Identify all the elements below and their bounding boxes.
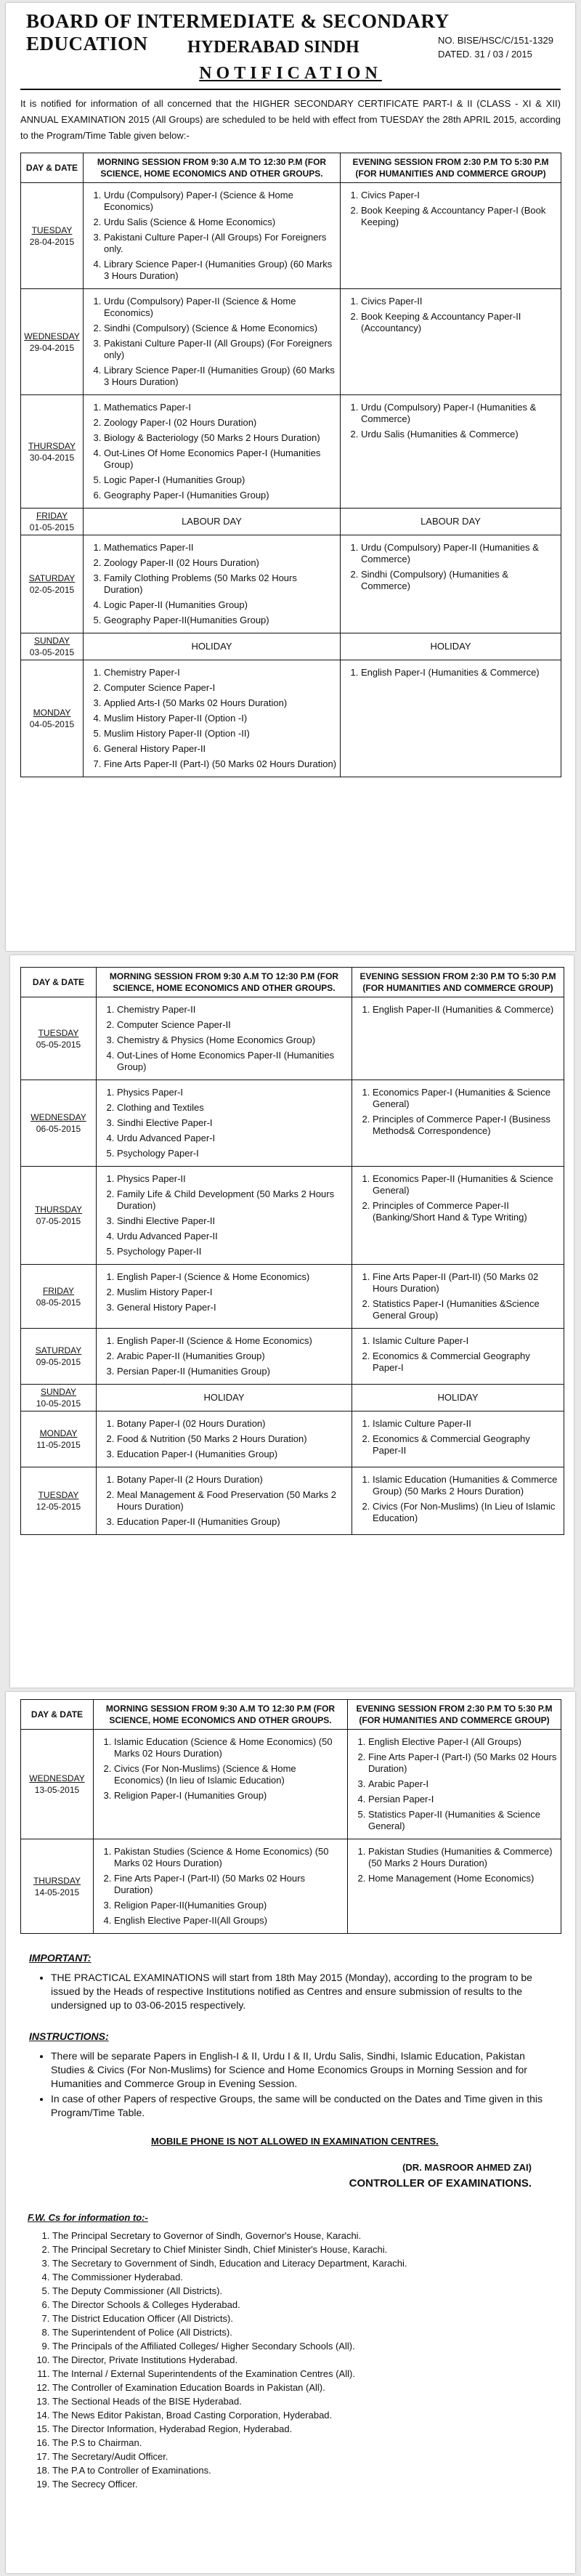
paper-entry: 2. Principles of Commerce Paper-I (Business Methods& Correspondence) — [373, 1114, 561, 1137]
morning-paper-list — [101, 1004, 349, 1073]
exam-date: 12-05-2015 — [36, 1502, 81, 1512]
instruction-item: • In case of other Papers of respective Groups, the same will be conducted on the Dates and Time given in this Program/Time Table. — [51, 2092, 552, 2120]
paper-entry: 1. Islamic Culture Paper-I — [373, 1335, 561, 1347]
paper-entry: 3. Pakistani Culture Paper-II (All Groups) (For Foreigners only) — [104, 338, 337, 361]
paper-entry: 4. Logic Paper-II (Humanities Group) — [104, 599, 337, 611]
evening-paper-list — [357, 1271, 561, 1321]
col-header-evening: EVENING SESSION FROM 2:30 P.M TO 5:30 P.M (FOR HUMANITIES AND COMMERCE GROUP) — [341, 153, 561, 183]
paper-entry: 2. Muslim History Paper-I — [117, 1287, 349, 1298]
important-section — [29, 1951, 552, 2012]
page-1 — [6, 3, 575, 951]
paper-entry: 3. Persian Paper-II (Humanities Group) — [117, 1366, 349, 1377]
schedule-row — [21, 1839, 561, 1934]
schedule-row — [21, 183, 561, 289]
morning-session-cell — [84, 395, 341, 509]
paper-entry: 4. Library Science Paper-II (Humanities Group) (60 Marks 3 Hours Duration) — [104, 365, 337, 388]
day-name: THURSDAY — [34, 1204, 83, 1215]
exam-date: 14-05-2015 — [34, 1887, 80, 1897]
paper-entry: 1. English Paper-I (Humanities & Commerce) — [361, 667, 558, 679]
paper-entry: 5. Logic Paper-I (Humanities Group) — [104, 474, 337, 486]
day-date-cell — [21, 1265, 97, 1329]
paper-entry: 1. Mathematics Paper-II — [104, 542, 337, 554]
copy-recipient: 14. The News Editor Pakistan, Broad Casting Corporation, Hyderabad. — [52, 2408, 553, 2422]
day-name: WEDNESDAY — [31, 1112, 86, 1122]
paper-entry: 3. Education Paper-II (Humanities Group) — [117, 1516, 349, 1528]
evening-paper-list — [345, 402, 558, 440]
paper-entry: 3. Biology & Bacteriology (50 Marks 2 Hours Duration) — [104, 432, 337, 444]
paper-entry: 2. Urdu Salis (Science & Home Economics) — [104, 216, 337, 228]
paper-entry: 2. Economics & Commercial Geography Paper-I — [373, 1350, 561, 1374]
copy-recipient: 6. The Director Schools & Colleges Hyderabad. — [52, 2298, 553, 2312]
morning-session-cell — [94, 1839, 348, 1934]
paper-entry: 3. Sindhi Elective Paper-I — [117, 1117, 349, 1129]
copy-recipient: 18. The P.A to Controller of Examinations. — [52, 2463, 553, 2477]
day-date-cell — [21, 660, 84, 777]
notice-date: DATED. 31 / 03 / 2015 — [438, 49, 532, 60]
signatory-name: (DR. MASROOR AHMED ZAI) — [402, 2162, 532, 2173]
paper-entry: 1. Urdu (Compulsory) Paper-I (Science & Home Economics) — [104, 190, 337, 213]
evening-session-cell — [341, 289, 561, 395]
evening-paper-list — [352, 1736, 558, 1832]
paper-entry: 1. Urdu (Compulsory) Paper-II (Science & Home Economics) — [104, 296, 337, 319]
paper-entry: 1. English Paper-II (Science & Home Economics) — [117, 1335, 349, 1347]
paper-entry: 1. Fine Arts Paper-II (Part-II) (50 Marks 02 Hours Duration) — [373, 1271, 561, 1295]
paper-entry: 1. Civics Paper-I — [361, 190, 558, 201]
day-name: TUESDAY — [31, 224, 73, 235]
schedule-row — [21, 660, 561, 777]
exam-date: 13-05-2015 — [34, 1785, 80, 1795]
morning-paper-list — [101, 1474, 349, 1528]
morning-session-cell — [84, 535, 341, 633]
exam-date: 29-04-2015 — [29, 342, 75, 353]
day-name: SUNDAY — [40, 1387, 77, 1397]
morning-paper-list — [98, 1736, 344, 1802]
evening-paper-list — [345, 190, 558, 228]
day-date-cell — [21, 1385, 97, 1411]
paper-entry: 1. Pakistan Studies (Science & Home Economics) (50 Marks 02 Hours Duration) — [114, 1846, 344, 1869]
paper-entry: 2. Civics (For Non-Muslims) (Science & Home Economics) (In lieu of Islamic Education) — [114, 1763, 344, 1786]
schedule-row — [21, 997, 564, 1080]
paper-entry: 1. English Paper-I (Science & Home Economics) — [117, 1271, 349, 1283]
paper-entry: 6. Geography Paper-I (Humanities Group) — [104, 490, 337, 501]
instruction-item: • There will be separate Papers in English-I & II, Urdu I & II, Urdu Salis, Sindhi, Islamic Education, Pakistan Studies & Civics (For Non-Muslims) for Science and Home Economics Groups in Morning Session and for Humanities and Commerce Group in Evening Session. — [51, 2049, 552, 2091]
day-name: WEDNESDAY — [29, 1773, 85, 1783]
col-header-evening: EVENING SESSION FROM 2:30 P.M TO 5:30 P.M (FOR HUMANITIES AND COMMERCE GROUP) — [352, 968, 564, 997]
holiday-evening: HOLIDAY — [341, 633, 561, 660]
day-date-cell — [21, 1730, 94, 1839]
morning-session-cell — [84, 660, 341, 777]
paper-entry: 3. Chemistry & Physics (Home Economics Group) — [117, 1034, 349, 1046]
schedule-row — [21, 289, 561, 395]
copy-recipient: 3. The Secretary to Government of Sindh, Education and Literacy Department, Karachi. — [52, 2256, 553, 2270]
paper-entry: 2. Home Management (Home Economics) — [368, 1873, 558, 1884]
paper-entry: 3. Family Clothing Problems (50 Marks 02 Hours Duration) — [104, 572, 337, 596]
board-title: BOARD OF INTERMEDIATE & SECONDARY EDUCATION — [26, 10, 449, 54]
schedule-row — [21, 1265, 564, 1329]
paper-entry: 5. Psychology Paper-II — [117, 1246, 349, 1257]
day-date-cell — [21, 1411, 97, 1467]
paper-entry: 2. Arabic Paper-II (Humanities Group) — [117, 1350, 349, 1362]
paper-entry: 3. Education Paper-I (Humanities Group) — [117, 1449, 349, 1460]
day-date-cell — [21, 535, 84, 633]
copy-recipient: 5. The Deputy Commissioner (All Districts). — [52, 2284, 553, 2298]
evening-session-cell — [352, 1265, 564, 1329]
day-name: FRIDAY — [42, 1285, 75, 1296]
paper-entry: 3. Religion Paper-II(Humanities Group) — [114, 1900, 344, 1911]
paper-entry: 2. Sindhi (Compulsory) (Humanities & Commerce) — [361, 569, 558, 592]
paper-entry: 3. Religion Paper-I (Humanities Group) — [114, 1790, 344, 1802]
schedule-row — [21, 509, 561, 535]
morning-session-cell — [97, 1467, 352, 1535]
important-heading: IMPORTANT: — [29, 1952, 92, 1964]
important-item-list — [29, 1971, 552, 2012]
timetable-part-2 — [20, 967, 564, 1535]
page-2 — [10, 955, 574, 1688]
paper-entry: 4. Muslim History Paper-II (Option -I) — [104, 713, 337, 724]
paper-entry: 1. Urdu (Compulsory) Paper-II (Humanities & Commerce) — [361, 542, 558, 565]
exam-date: 03-05-2015 — [29, 647, 75, 657]
paper-entry: 2. Computer Science Paper-II — [117, 1019, 349, 1031]
paper-entry: 3. Sindhi Elective Paper-II — [117, 1215, 349, 1227]
paper-entry: 3. General History Paper-I — [117, 1302, 349, 1313]
copy-recipient: 13. The Sectional Heads of the BISE Hyderabad. — [52, 2394, 553, 2408]
evening-paper-list — [352, 1846, 558, 1884]
evening-paper-list — [345, 667, 558, 679]
day-name: SUNDAY — [33, 636, 70, 646]
day-date-cell — [21, 997, 97, 1080]
evening-session-cell — [341, 660, 561, 777]
paper-entry: 2. Economics & Commercial Geography Paper-II — [373, 1433, 561, 1457]
evening-session-cell — [352, 1411, 564, 1467]
morning-session-cell — [97, 1411, 352, 1467]
holiday-evening: HOLIDAY — [352, 1385, 564, 1411]
paper-entry: 2. Family Life & Child Development (50 Marks 2 Hours Duration) — [117, 1188, 349, 1212]
exam-date: 02-05-2015 — [29, 585, 75, 595]
morning-session-cell — [84, 289, 341, 395]
morning-paper-list — [101, 1418, 349, 1460]
copy-recipient: 1. The Principal Secretary to Governor of Sindh, Governor's House, Karachi. — [52, 2229, 553, 2243]
col-header-day: DAY & DATE — [21, 1700, 94, 1730]
morning-paper-list — [101, 1087, 349, 1159]
copy-recipient: 4. The Commissioner Hyderabad. — [52, 2270, 553, 2284]
copy-recipient: 2. The Principal Secretary to Chief Minister Sindh, Chief Minister's House, Karachi. — [52, 2243, 553, 2256]
evening-paper-list — [357, 1087, 561, 1137]
paper-entry: 1. Mathematics Paper-I — [104, 402, 337, 413]
day-date-cell — [21, 633, 84, 660]
letterhead — [20, 3, 561, 90]
morning-paper-list — [88, 190, 337, 282]
paper-entry: 5. Geography Paper-II(Humanities Group) — [104, 615, 337, 626]
morning-session-cell — [97, 997, 352, 1080]
instructions-section — [29, 2030, 552, 2120]
paper-entry: 7. Fine Arts Paper-II (Part-I) (50 Marks 02 Hours Duration) — [104, 758, 337, 770]
mobile-phone-note: MOBILE PHONE IS NOT ALLOWED IN EXAMINATION CENTRES. — [151, 2136, 439, 2147]
morning-session-cell — [97, 1265, 352, 1329]
paper-entry: 2. Fine Arts Paper-I (Part-I) (50 Marks 02 Hours Duration) — [368, 1751, 558, 1775]
day-date-cell — [21, 1080, 97, 1167]
paper-entry: 1. English Elective Paper-I (All Groups) — [368, 1736, 558, 1748]
copy-recipient: 19. The Secrecy Officer. — [52, 2477, 553, 2491]
exam-date: 04-05-2015 — [29, 719, 75, 729]
copy-recipient-list — [28, 2229, 553, 2491]
paper-entry: 3. Applied Arts-I (50 Marks 02 Hours Duration) — [104, 697, 337, 709]
paper-entry: 4. Urdu Advanced Paper-II — [117, 1231, 349, 1242]
copy-recipient: 16. The P.S to Chairman. — [52, 2436, 553, 2450]
holiday-morning: HOLIDAY — [84, 633, 341, 660]
day-date-cell — [21, 1167, 97, 1265]
evening-session-cell — [341, 395, 561, 509]
day-name: THURSDAY — [33, 1875, 81, 1886]
paper-entry: 1. Islamic Culture Paper-II — [373, 1418, 561, 1430]
paper-entry: 2. Zoology Paper-II (02 Hours Duration) — [104, 557, 337, 569]
schedule-row — [21, 1080, 564, 1167]
paper-entry: 1. Economics Paper-I (Humanities & Science General) — [373, 1087, 561, 1110]
day-name: THURSDAY — [28, 440, 76, 451]
paper-entry: 2. Clothing and Textiles — [117, 1102, 349, 1114]
evening-session-cell — [348, 1839, 561, 1934]
paper-entry: 2. Statistics Paper-I (Humanities &Science General Group) — [373, 1298, 561, 1321]
paper-entry: 2. Urdu Salis (Humanities & Commerce) — [361, 429, 558, 440]
copy-recipient: 12. The Controller of Examination Education Boards in Pakistan (All). — [52, 2381, 553, 2394]
day-name: WEDNESDAY — [24, 331, 80, 341]
exam-date: 06-05-2015 — [36, 1124, 81, 1134]
paper-entry: 1. Chemistry Paper-I — [104, 667, 337, 679]
day-name: FRIDAY — [36, 511, 68, 521]
paper-entry: 1. Physics Paper-II — [117, 1173, 349, 1185]
morning-paper-list — [88, 296, 337, 388]
copies-heading: F.W. Cs for information to:- — [28, 2212, 148, 2223]
instruction-item-list — [29, 2049, 552, 2120]
evening-paper-list — [357, 1004, 561, 1016]
copy-recipient: 8. The Superintendent of Police (All Districts). — [52, 2325, 553, 2339]
paper-entry: 3. Arabic Paper-I — [368, 1778, 558, 1790]
copy-recipient: 11. The Internal / External Superintendents of the Examination Centres (All). — [52, 2367, 553, 2381]
evening-session-cell — [341, 535, 561, 633]
paper-entry: 4. Out-Lines of Home Economics Paper-II (Humanities Group) — [117, 1050, 349, 1073]
evening-session-cell — [352, 1329, 564, 1385]
paper-entry: 2. Sindhi (Compulsory) (Science & Home Economics) — [104, 323, 337, 334]
paper-entry: 1. Urdu (Compulsory) Paper-I (Humanities & Commerce) — [361, 402, 558, 425]
intro-paragraph: It is notified for information of all concerned that the HIGHER SECONDARY CERTIFICATE PART-I & II (CLASS - XI & XII) ANNUAL EXAMINATION 2015 (All Groups) are scheduled to be held with effect from TUESDAY the 28th APRIL 2015, according to the Program/Time Table given below:- — [20, 98, 561, 141]
evening-paper-list — [357, 1418, 561, 1457]
paper-entry: 1. Economics Paper-II (Humanities & Science General) — [373, 1173, 561, 1196]
day-date-cell — [21, 395, 84, 509]
paper-entry: 5. Statistics Paper-II (Humanities & Science General) — [368, 1809, 558, 1832]
paper-entry: 2. Food & Nutrition (50 Marks 2 Hours Duration) — [117, 1433, 349, 1445]
exam-date: 11-05-2015 — [36, 1440, 81, 1450]
paper-entry: 2. Fine Arts Paper-I (Part-II) (50 Marks 02 Hours Duration) — [114, 1873, 344, 1896]
paper-entry: 4. English Elective Paper-II(All Groups) — [114, 1915, 344, 1927]
paper-entry: 5. Muslim History Paper-II (Option -II) — [104, 728, 337, 740]
morning-paper-list — [101, 1271, 349, 1313]
copy-recipient: 10. The Director, Private Institutions Hyderabad. — [52, 2353, 553, 2367]
day-date-cell — [21, 289, 84, 395]
important-item: • THE PRACTICAL EXAMINATIONS will start from 18th May 2015 (Monday), according to the program to be issued by the Heads of respective Institutions notified as Centres and ensure submission of results to the undersigned up to 03-06-2015 respectively. — [51, 1971, 552, 2012]
morning-paper-list — [88, 402, 337, 501]
exam-date: 09-05-2015 — [36, 1357, 81, 1367]
col-header-day: DAY & DATE — [21, 968, 97, 997]
paper-entry: 4. Out-Lines Of Home Economics Paper-I (Humanities Group) — [104, 447, 337, 471]
day-name: SATURDAY — [28, 573, 76, 583]
day-date-cell — [21, 1329, 97, 1385]
morning-paper-list — [101, 1173, 349, 1257]
paper-entry: 2. Zoology Paper-I (02 Hours Duration) — [104, 417, 337, 429]
paper-entry: 2. Computer Science Paper-I — [104, 682, 337, 694]
col-header-evening: EVENING SESSION FROM 2:30 P.M TO 5:30 P.M (FOR HUMANITIES AND COMMERCE GROUP) — [348, 1700, 561, 1730]
exam-date: 07-05-2015 — [36, 1216, 81, 1226]
notification-heading: NOTIFICATION — [199, 64, 382, 83]
copies-section — [28, 2211, 553, 2491]
exam-date: 30-04-2015 — [29, 452, 75, 463]
paper-entry: 1. Pakistan Studies (Humanities & Commerce) (50 Marks 2 Hours Duration) — [368, 1846, 558, 1869]
morning-paper-list — [88, 667, 337, 770]
morning-paper-list — [88, 542, 337, 626]
evening-session-cell — [352, 1467, 564, 1535]
evening-paper-list — [345, 296, 558, 334]
morning-session-cell — [97, 1080, 352, 1167]
morning-session-cell — [97, 1167, 352, 1265]
exam-date: 05-05-2015 — [36, 1039, 81, 1050]
day-name: TUESDAY — [38, 1027, 79, 1038]
schedule-row — [21, 633, 561, 660]
holiday-evening: LABOUR DAY — [341, 509, 561, 535]
day-date-cell — [21, 183, 84, 289]
holiday-morning: LABOUR DAY — [84, 509, 341, 535]
paper-entry: 4. Urdu Advanced Paper-I — [117, 1133, 349, 1144]
day-name: MONDAY — [39, 1428, 78, 1438]
copy-recipient: 7. The District Education Officer (All Districts). — [52, 2312, 553, 2325]
evening-session-cell — [352, 1080, 564, 1167]
exam-date: 28-04-2015 — [29, 236, 75, 247]
day-name: SATURDAY — [35, 1345, 82, 1356]
exam-date: 08-05-2015 — [36, 1297, 81, 1308]
paper-entry: 2. Book Keeping & Accountancy Paper-I (Book Keeping) — [361, 205, 558, 228]
paper-entry: 1. Civics Paper-II — [361, 296, 558, 307]
board-subtitle: HYDERABAD SINDH — [187, 38, 359, 57]
timetable-part-1 — [20, 153, 561, 777]
evening-paper-list — [357, 1474, 561, 1524]
schedule-row — [21, 1730, 561, 1839]
signatory-title: CONTROLLER OF EXAMINATIONS. — [349, 2177, 532, 2190]
schedule-row — [21, 1329, 564, 1385]
evening-session-cell — [348, 1730, 561, 1839]
instructions-heading: INSTRUCTIONS: — [29, 2030, 109, 2042]
col-header-morning: MORNING SESSION FROM 9:30 A.M TO 12:30 P.M (FOR SCIENCE, HOME ECONOMICS AND OTHER GROUPS. — [84, 153, 341, 183]
morning-session-cell — [94, 1730, 348, 1839]
paper-entry: 2. Principles of Commerce Paper-II (Banking/Short Hand & Type Writing) — [373, 1200, 561, 1223]
schedule-row — [21, 395, 561, 509]
day-name: MONDAY — [33, 708, 71, 718]
paper-entry: 1. Botany Paper-II (2 Hours Duration) — [117, 1474, 349, 1486]
reference-block — [438, 33, 553, 61]
holiday-morning: HOLIDAY — [97, 1385, 352, 1411]
timetable-part-3 — [20, 1699, 561, 1934]
page-3 — [6, 1692, 575, 2573]
col-header-morning: MORNING SESSION FROM 9:30 A.M TO 12:30 P.M (FOR SCIENCE, HOME ECONOMICS AND OTHER GROUPS. — [94, 1700, 348, 1730]
paper-entry: 1. Botany Paper-I (02 Hours Duration) — [117, 1418, 349, 1430]
schedule-row — [21, 1385, 564, 1411]
schedule-row — [21, 535, 561, 633]
copy-recipient: 15. The Director Information, Hyderabad Region, Hyderabad. — [52, 2422, 553, 2436]
evening-session-cell — [352, 997, 564, 1080]
paper-entry: 2. Meal Management & Food Preservation (50 Marks 2 Hours Duration) — [117, 1489, 349, 1512]
evening-session-cell — [352, 1167, 564, 1265]
signature-block — [6, 2160, 532, 2192]
paper-entry: 1. Physics Paper-I — [117, 1087, 349, 1098]
paper-entry: 4. Library Science Paper-I (Humanities Group) (60 Marks 3 Hours Duration) — [104, 259, 337, 282]
paper-entry: 5. Psychology Paper-I — [117, 1148, 349, 1159]
paper-entry: 3. Pakistani Culture Paper-I (All Groups) For Foreigners only. — [104, 232, 337, 255]
paper-entry: 6. General History Paper-II — [104, 743, 337, 755]
day-date-cell — [21, 509, 84, 535]
morning-paper-list — [98, 1846, 344, 1927]
paper-entry: 4. Persian Paper-I — [368, 1794, 558, 1805]
schedule-row — [21, 1167, 564, 1265]
paper-entry: 1. Islamic Education (Science & Home Economics) (50 Marks 02 Hours Duration) — [114, 1736, 344, 1759]
day-date-cell — [21, 1839, 94, 1934]
morning-session-cell — [97, 1329, 352, 1385]
day-date-cell — [21, 1467, 97, 1535]
paper-entry: 1. Islamic Education (Humanities & Commerce Group) (50 Marks 2 Hours Duration) — [373, 1474, 561, 1497]
paper-entry: 2. Book Keeping & Accountancy Paper-II (Accountancy) — [361, 311, 558, 334]
schedule-row — [21, 1411, 564, 1467]
copy-recipient: 17. The Secretary/Audit Officer. — [52, 2450, 553, 2463]
col-header-day: DAY & DATE — [21, 153, 84, 183]
col-header-morning: MORNING SESSION FROM 9:30 A.M TO 12:30 P.M (FOR SCIENCE, HOME ECONOMICS AND OTHER GROUPS. — [97, 968, 352, 997]
schedule-row — [21, 1467, 564, 1535]
evening-paper-list — [357, 1335, 561, 1374]
morning-session-cell — [84, 183, 341, 289]
reference-number: NO. BISE/HSC/C/151-1329 — [438, 35, 553, 46]
evening-session-cell — [341, 183, 561, 289]
exam-date: 10-05-2015 — [36, 1398, 81, 1409]
day-name: TUESDAY — [38, 1490, 79, 1500]
paper-entry: 2. Civics (For Non-Muslims) (In Lieu of Islamic Education) — [373, 1501, 561, 1524]
copy-recipient: 9. The Principals of the Affiliated Colleges/ Higher Secondary Schools (All). — [52, 2339, 553, 2353]
evening-paper-list — [357, 1173, 561, 1223]
paper-entry: 1. English Paper-II (Humanities & Commerce) — [373, 1004, 561, 1016]
exam-date: 01-05-2015 — [29, 522, 75, 532]
paper-entry: 1. Chemistry Paper-II — [117, 1004, 349, 1016]
evening-paper-list — [345, 542, 558, 592]
morning-paper-list — [101, 1335, 349, 1377]
